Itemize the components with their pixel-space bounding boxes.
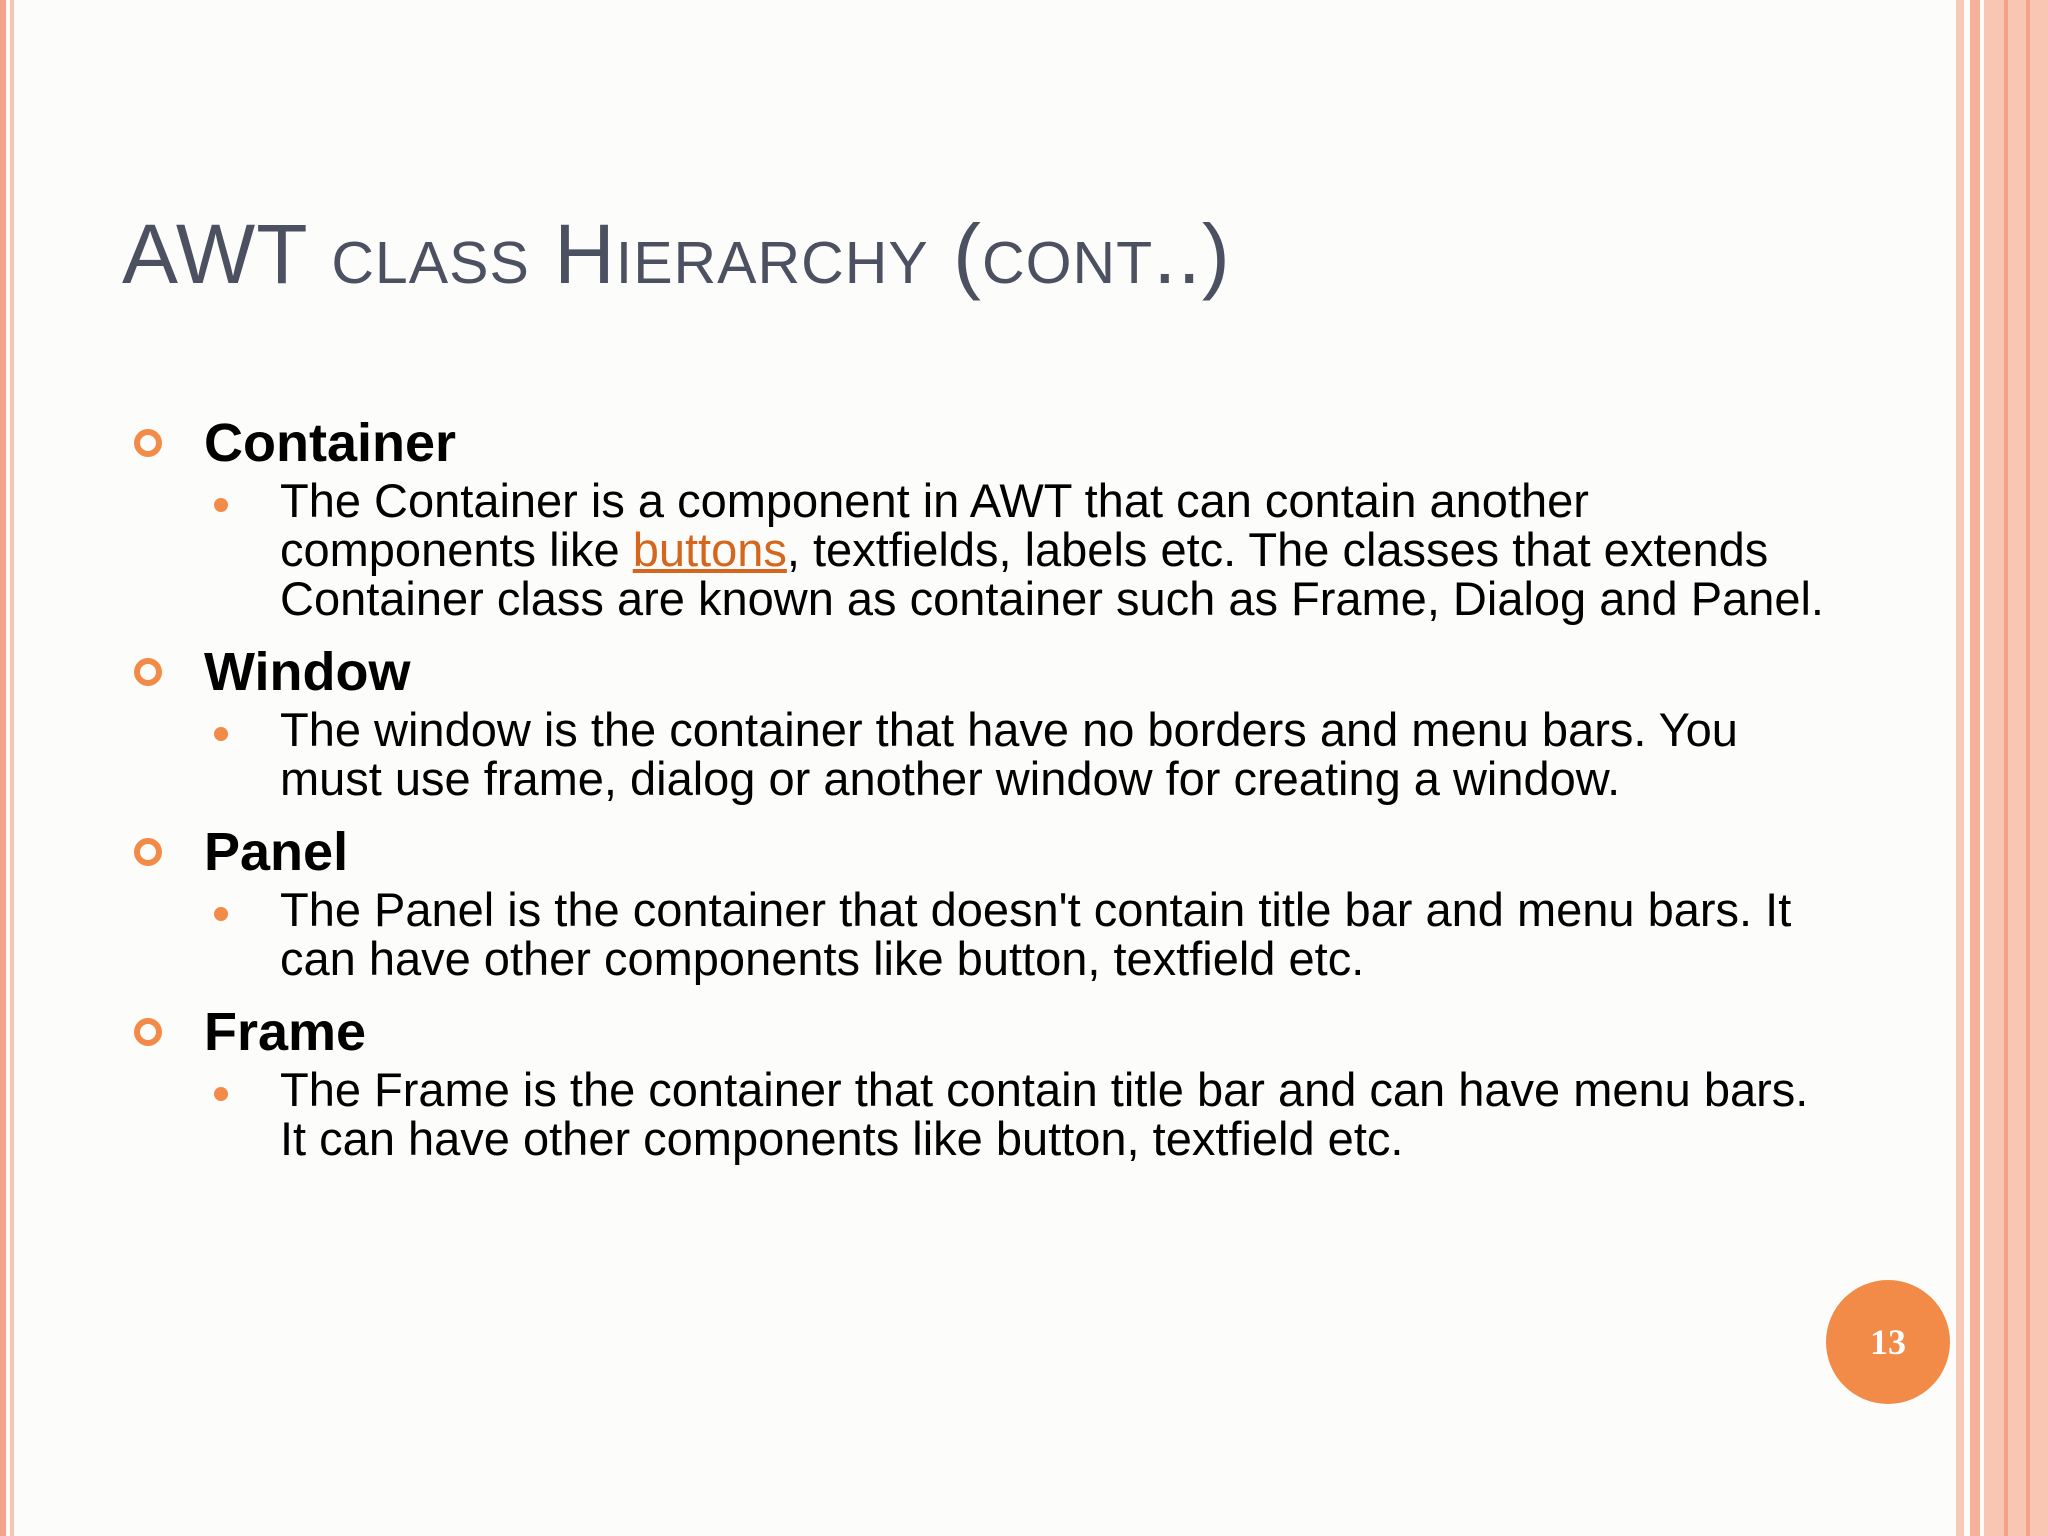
heading-text: Container — [204, 413, 457, 473]
bullet-text: The window is the container that have no borders and menu bars. You must use frame, dialog or another window for creating a window. — [280, 703, 1738, 805]
right-border-band — [1956, 0, 1964, 1536]
bullet-text-end: , textfields, labels etc. The classes that extends Container class are known as container such as Frame, Dialog and Panel. — [280, 523, 1824, 625]
section-window — [130, 639, 1830, 803]
dot-bullet-icon — [214, 498, 228, 512]
bullet-text-start: The Container is a component in AWT that can contain another components like — [280, 474, 1589, 576]
section-container — [130, 410, 1830, 623]
ring-bullet-icon — [134, 838, 162, 866]
ring-bullet-icon — [134, 429, 162, 457]
section-heading — [130, 819, 1830, 885]
right-border-line — [2004, 0, 2008, 1536]
ring-bullet-icon — [134, 1018, 162, 1046]
heading-text: Window — [204, 642, 411, 702]
bullet-item — [214, 885, 1830, 983]
right-border-band — [1984, 0, 2048, 1536]
bullet-text — [280, 476, 1830, 623]
slide-content — [130, 410, 1830, 1179]
bullet-text: The Frame is the container that contain title bar and can have menu bars. It can have other components like button, textfield etc. — [280, 1063, 1809, 1165]
dot-bullet-icon — [214, 727, 228, 741]
section-heading — [130, 410, 1830, 476]
left-border-stripe-inner — [10, 0, 14, 1536]
section-heading — [130, 999, 1830, 1065]
section-panel — [130, 819, 1830, 983]
heading-text: Panel — [204, 822, 349, 882]
bullet-item — [214, 705, 1830, 803]
slide-title: AWT class Hierarchy (cont..) — [122, 207, 1231, 301]
section-frame — [130, 999, 1830, 1163]
dot-bullet-icon — [214, 907, 228, 921]
bullet-item — [214, 476, 1830, 623]
ring-bullet-icon — [134, 658, 162, 686]
right-border-band — [1970, 0, 1980, 1536]
page-number-badge: 13 — [1826, 1280, 1950, 1404]
bullet-text: The Panel is the container that doesn't contain title bar and menu bars. It can have other components like button, textfield etc. — [280, 883, 1792, 985]
left-border-stripe — [0, 0, 6, 1536]
bullet-item — [214, 1065, 1830, 1163]
heading-text: Frame — [204, 1002, 367, 1062]
buttons-link[interactable]: buttons — [632, 523, 787, 576]
right-border-line — [2026, 0, 2030, 1536]
dot-bullet-icon — [214, 1087, 228, 1101]
section-heading — [130, 639, 1830, 705]
